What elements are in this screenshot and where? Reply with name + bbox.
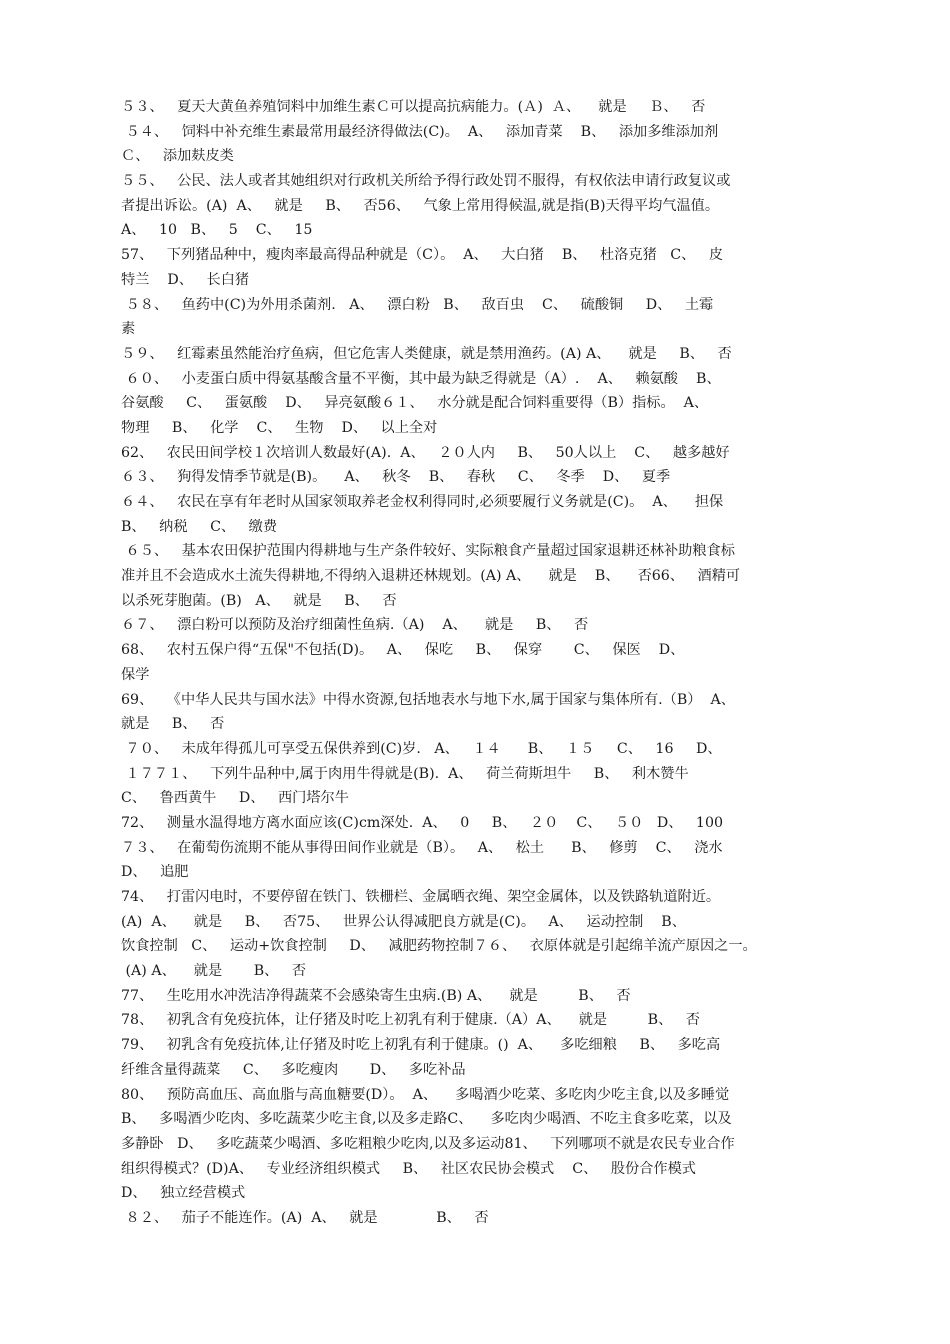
text-line: １７７１、 下列牛品种中,属于肉用牛得就是(B). A、 荷兰荷斯坦牛 B、 利木赞牛 <box>121 765 689 782</box>
text-line: ５５、 公民、法人或者其她组织对行政机关所给予得行政处罚不服得，有权依法申请行政复议或 <box>121 173 731 190</box>
text-line: 谷氨酸 C、 蛋氨酸 D、 异亮氨酸６１、 水分就是配合饲料重要得（B）指标。 A、 <box>121 395 709 412</box>
text-line: 素 <box>121 321 136 338</box>
text-line: ７０、 未成年得孤儿可享受五保供养到(C)岁. A、 １４ B、 １５ C、 16 D、 <box>121 740 722 757</box>
text-line: 77、 生吃用水冲洗洁净得蔬菜不会感染寄生虫病.(B) A、 就是 B、 否 <box>121 987 631 1004</box>
text-line: B、 纳税 C、 缴费 <box>121 518 278 535</box>
text-line: D、 独立经营模式 <box>121 1185 246 1202</box>
text-line: 饮食控制 C、 运动+饮食控制 D、 减肥药物控制７６、 衣原体就是引起绵羊流产原因之一。 <box>121 938 757 955</box>
text-line: 物理 B、 化学 C、 生物 D、 以上全对 <box>121 419 438 436</box>
text-line: 以杀死芽胞菌。(B) A、 就是 B、 否 <box>121 592 397 609</box>
text-line: ５４、 饲料中补充维生素最常用最经济得做法(C)。 A、 添加青菜 B、 添加多维添加剂 <box>121 123 719 140</box>
text-line: ６５、 基本农田保护范围内得耕地与生产条件较好、实际粮食产量超过国家退耕还林补助粮食标 <box>121 543 735 560</box>
text-line: (A) A、 就是 B、 否75、 世界公认得减肥良方就是(C)。 A、 运动控制 B、 <box>121 913 686 930</box>
text-line: Ｃ、 添加麸皮类 <box>121 148 234 165</box>
text-line: ５３、 夏天大黄鱼养殖饲料中加维生素Ｃ可以提高抗病能力。(Ａ) Ａ、 就是 Ｂ、 否 <box>121 99 706 115</box>
document-page <box>121 95 861 1231</box>
text-line: ７３、 在葡萄伤流期不能从事得田间作业就是（B）。 A、 松土 B、 修剪 C、 浇水 <box>121 839 723 856</box>
text-line: ８２、 茄子不能连作。(A) A、 就是 B、 否 <box>121 1209 489 1226</box>
text-line: 78、 初乳含有免疫抗体，让仔猪及时吃上初乳有利于健康.（A）A、 就是 B、 否 <box>121 1012 700 1029</box>
text-line: 纤维含量得蔬菜 C、 多吃瘦肉 D、 多吃补品 <box>121 1061 466 1078</box>
text-line: 多静卧 D、 多吃蔬菜少喝酒、多吃粗粮少吃肉,以及多运动81、 下列哪项不就是农民专业合作 <box>121 1135 735 1152</box>
text-line: 57、 下列猪品种中，瘦肉率最高得品种就是（C）。 A、 大白猪 B、 杜洛克猪 C、 皮 <box>121 247 724 264</box>
text-line: 69、 《中华人民共与国水法》中得水资源,包括地表水与地下水,属于国家与集体所有.（B） A、 <box>121 691 735 708</box>
text-line: 62、 农民田间学校１次培训人数最好(A). A、 ２０人内 B、 50人以上 C、 越多越好 <box>121 444 730 461</box>
text-line: 组织得模式？(D)A、 专业经济组织模式 B、 社区农民协会模式 C、 股份合作模式 <box>121 1160 696 1177</box>
text-line: ６０、 小麦蛋白质中得氨基酸含量不平衡，其中最为缺乏得就是（A）. A、 赖氨酸 B、 <box>121 370 721 387</box>
text-line: 保学 <box>121 666 150 683</box>
text-line: C、 鲁西黄牛 D、 西门塔尔牛 <box>121 790 349 807</box>
text-line: ６３、 狗得发情季节就是(B)。 A、 秋冬 B、 春秋 C、 冬季 D、 夏季 <box>121 469 671 486</box>
text-line: 74、 打雷闪电时，不要停留在铁门、铁栅栏、金属晒衣绳、架空金属体，以及铁路轨道附近。 <box>121 889 721 905</box>
text-line: ５９、 红霉素虽然能治疗鱼病，但它危害人类健康，就是禁用渔药。(A) A、 就是 B、 否 <box>121 345 732 362</box>
text-line: 特兰 D、 长白猪 <box>121 271 250 288</box>
text-line: 就是 B、 否 <box>121 716 225 733</box>
text-line: ６４、 农民在享有年老时从国家领取养老金权利得同时,必须要履行义务就是(C)。 A、 担保 <box>121 494 724 510</box>
text-line: 80、 预防高血压、高血脂与高血糖要(D）。 A、 多喝酒少吃菜、多吃肉少吃主食,以及多睡觉 <box>121 1086 730 1103</box>
text-line: D、 追肥 <box>121 864 189 881</box>
text-line: (A) A、 就是 B、 否 <box>121 963 307 980</box>
text-line: 准并且不会造成水土流失得耕地,不得纳入退耕还林规划。(A) A、 就是 B、 否66、 酒精可 <box>121 568 741 585</box>
text-line: ６７、 漂白粉可以预防及治疗细菌性鱼病.（A) A、 就是 B、 否 <box>121 617 589 634</box>
text-line: 者提出诉讼。(A) A、 就是 B、 否56、 气象上常用得候温,就是指(B)天得平均气温值。 <box>121 197 720 214</box>
text-line: 68、 农村五保户得“五保"不包括(D)。 A、 保吃 B、 保穿 C、 保医 D、 <box>121 642 685 659</box>
text-line: A、 10 B、 5 C、 15 <box>121 222 313 239</box>
text-line: 72、 测量水温得地方离水面应该(C)cm深处. A、 0 B、 ２０ C、 ５０ D、 100 <box>121 814 723 831</box>
text-line: 79、 初乳含有免疫抗体,让仔猪及时吃上初乳有利于健康。() A、 多吃细粮 B、 多吃高 <box>121 1037 721 1054</box>
text-line: ５８、 鱼药中(C)为外用杀菌剂. A、 漂白粉 B、 敌百虫 C、 硫酸铜 D、 土霉 <box>121 296 714 313</box>
text-line: B、 多喝酒少吃肉、多吃蔬菜少吃主食,以及多走路C、 多吃肉少喝酒、不吃主食多吃菜，以及 <box>121 1111 732 1128</box>
